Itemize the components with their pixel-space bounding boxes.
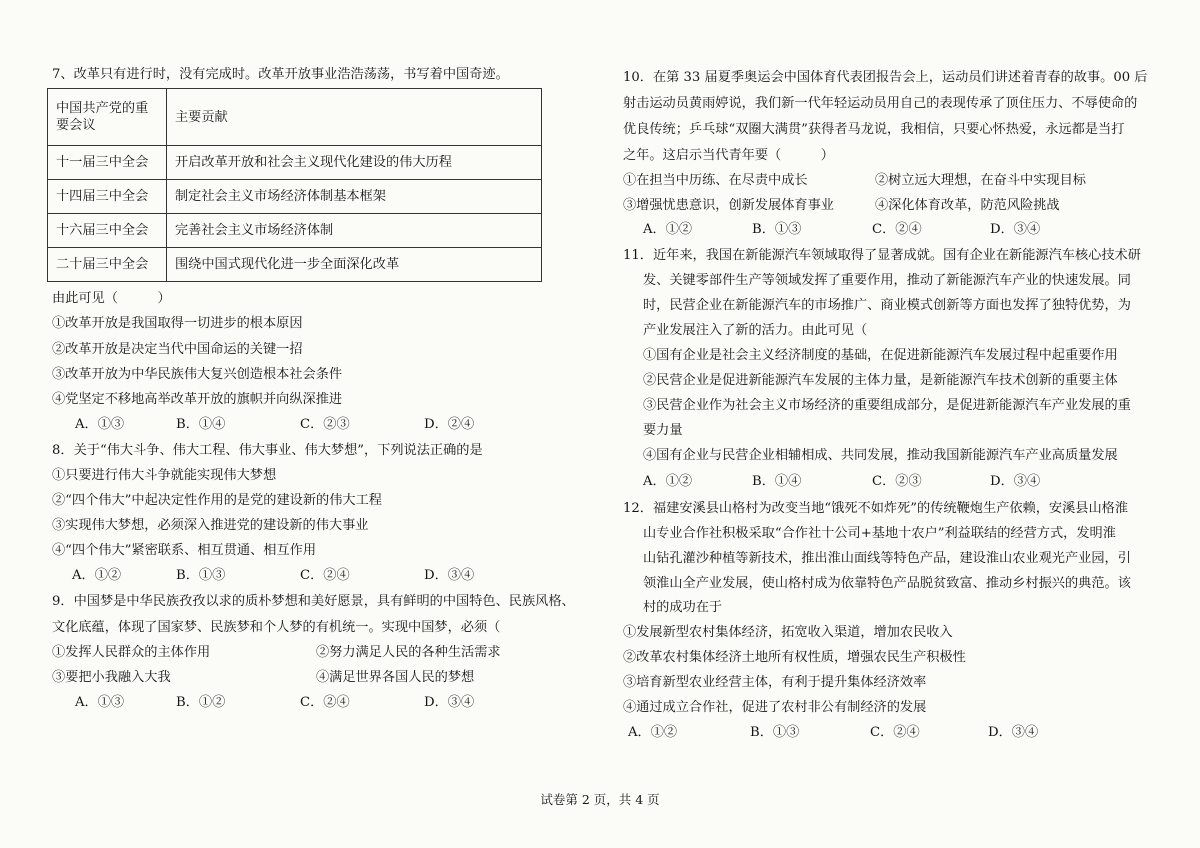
q9-stem-line: 9．中国梦是中华民族孜孜以求的质朴梦想和美好愿景，具有鲜明的中国特色、民族风格、 [52, 594, 575, 609]
q12-stem-line: 山钻孔灌沙种植等新技术，推出淮山面线等特色产品，建设淮山农业观光产业园，引 [643, 551, 1131, 566]
option-b[interactable]: B．①② [176, 695, 226, 710]
q9-item: ④满足世界各国人民的梦想 [316, 670, 475, 685]
option-c[interactable]: C．②③ [300, 417, 350, 432]
option-b[interactable]: B．①③ [750, 725, 800, 740]
table-row [48, 146, 542, 180]
q12-item: ③培育新型农业经营主体，有利于提升集体经济效率 [623, 675, 927, 690]
q12-stem-line: 山专业合作社积极采取“合作社十公司+基地十农户”利益联结的经营方式，发明淮 [643, 526, 1116, 541]
q12-stem-line: 村的成功在于 [643, 600, 723, 615]
option-d[interactable]: D．②④ [424, 417, 475, 432]
table-row [48, 180, 542, 214]
option-d[interactable]: D．③④ [990, 474, 1041, 489]
q11-stem-line: 发、关键零部件生产等领域发挥了重要作用，推动了新能源汽车产业的快速发展。同 [643, 273, 1131, 288]
q12-item: ②改革农村集体经济土地所有权性质，增强农民生产积极性 [623, 650, 966, 665]
q12-item: ④通过成立合作社，促进了农村非公有制经济的发展 [623, 700, 927, 715]
q10-item: ③增强忧患意识，创新发展体育事业 [623, 198, 834, 213]
q11-item: ④国有企业与民营企业相辅相成、共同发展，推动我国新能源汽车产业高质量发展 [643, 448, 1118, 463]
q11-stem-line: 时，民营企业在新能源汽车的市场推广、商业模式创新等方面也发挥了独特优势，为 [643, 298, 1131, 313]
q9-item: ②努力满足人民的各种生活需求 [316, 645, 501, 660]
table-row [48, 214, 542, 248]
table-header-cell: 主要贡献 [167, 89, 542, 146]
option-a[interactable]: A．①② [643, 474, 693, 489]
table-cell-meeting: 二十届三中全会 [48, 248, 167, 282]
q10-item: ④深化体育改革，防范风险挑战 [875, 198, 1060, 213]
q11-item: ②民营企业是促进新能源汽车发展的主体力量，是新能源汽车技术创新的重要主体 [643, 373, 1118, 388]
q7-meetings-table [47, 88, 542, 282]
table-cell-meeting: 十四届三中全会 [48, 180, 167, 214]
option-a[interactable]: A．①② [643, 222, 693, 237]
q8-item: ②“四个伟大”中起决定性作用的是党的建设新的伟大工程 [52, 493, 382, 508]
q10-stem-line: 之年。这启示当代青年要（ ） [623, 148, 834, 163]
q11-stem-line: 产业发展注入了新的活力。由此可见（ [643, 323, 868, 338]
table-cell-contribution: 开启改革开放和社会主义现代化建设的伟大历程 [167, 146, 542, 180]
q7-item: ②改革开放是决定当代中国命运的关键一招 [52, 342, 303, 357]
option-c[interactable]: C．②③ [872, 474, 922, 489]
option-a[interactable]: A．①② [628, 725, 678, 740]
table-cell-contribution: 制定社会主义市场经济体制基本框架 [167, 180, 542, 214]
option-d[interactable]: D．③④ [988, 725, 1039, 740]
option-a[interactable]: A．①③ [75, 417, 125, 432]
option-b[interactable]: B．①③ [176, 568, 226, 583]
q9-stem-line: 文化底蕴，体现了国家梦、民族梦和个人梦的有机统一。实现中国梦，必须（ [52, 620, 501, 635]
q10-item: ②树立远大理想，在奋斗中实现目标 [875, 173, 1086, 188]
option-d[interactable]: D．③④ [424, 695, 475, 710]
option-a[interactable]: A．①② [72, 568, 122, 583]
option-c[interactable]: C．②④ [870, 725, 920, 740]
option-d[interactable]: D．③④ [990, 222, 1041, 237]
option-c[interactable]: C．②④ [300, 568, 350, 583]
q11-stem-line: 11．近年来，我国在新能源汽车领域取得了显著成就。国有企业在新能源汽车核心技术研 [623, 248, 1141, 263]
option-b[interactable]: B．①③ [752, 222, 802, 237]
q9-item: ③要把小我融入大我 [52, 670, 171, 685]
option-c[interactable]: C．②④ [300, 695, 350, 710]
q11-item: 要力量 [643, 423, 683, 438]
q8-item: ④“四个伟大”紧密联系、相互贯通、相互作用 [52, 543, 317, 558]
table-header-row [48, 89, 542, 146]
table-row [48, 248, 542, 282]
table-header-cell: 中国共产党的重要会议 [48, 89, 167, 146]
q8-stem: 8．关于“伟大斗争、伟大工程、伟大事业、伟大梦想”，下列说法正确的是 [52, 443, 483, 458]
option-c[interactable]: C．②④ [872, 222, 922, 237]
q7-item: ④党坚定不移地高举改革开放的旗帜并向纵深推进 [52, 392, 343, 407]
table-cell-meeting: 十六届三中全会 [48, 214, 167, 248]
option-d[interactable]: D．③④ [424, 568, 475, 583]
option-b[interactable]: B．①④ [752, 474, 802, 489]
q11-item: ③民营企业作为社会主义市场经济的重要组成部分，是促进新能源汽车产业发展的重 [643, 398, 1131, 413]
table-cell-contribution: 完善社会主义市场经济体制 [167, 214, 542, 248]
q10-stem-line: 优良传统；乒乓球“双圈大满贯”获得者马龙说，我相信，只要心怀热爱，永远都是当打 [623, 122, 1125, 137]
table-cell-contribution: 围绕中国式现代化进一步全面深化改革 [167, 248, 542, 282]
q10-stem-line: 射击运动员黄雨婷说，我们新一代年轻运动员用自己的表现传承了顶住压力、不辱使命的 [623, 96, 1138, 111]
q7-item: ③改革开放为中华民族伟大复兴创造根本社会条件 [52, 367, 343, 382]
q12-stem-line: 领淮山全产业发展，使山格村成为依靠特色产品脱贫致富、推动乡村振兴的典范。该 [643, 576, 1131, 591]
page-footer: 试卷第 2 页，共 4 页 [540, 792, 660, 807]
table-cell-meeting: 十一届三中全会 [48, 146, 167, 180]
q7-item: ①改革开放是我国取得一切进步的根本原因 [52, 316, 303, 331]
q8-item: ③实现伟大梦想，必须深入推进党的建设新的伟大事业 [52, 518, 369, 533]
q12-stem-line: 12．福建安溪县山格村为改变当地“饿死不如炸死”的传统鞭炮生产依赖，安溪县山格淮 [623, 501, 1129, 516]
option-a[interactable]: A．①③ [75, 695, 125, 710]
q7-stem: 7、改革只有进行时，没有完成时。改革开放事业浩浩荡荡，书写着中国奇迹。 [52, 67, 509, 82]
q10-stem-line: 10．在第 33 届夏季奥运会中国体育代表团报告会上，运动员们讲述着青春的故事。00 后 [623, 70, 1148, 85]
q11-item: ①国有企业是社会主义经济制度的基础，在促进新能源汽车发展过程中起重要作用 [643, 348, 1118, 363]
option-b[interactable]: B．①④ [176, 417, 226, 432]
q8-item: ①只要进行伟大斗争就能实现伟大梦想 [52, 468, 277, 483]
q12-item: ①发展新型农村集体经济，拓宽收入渠道，增加农民收入 [623, 625, 953, 640]
q7-prompt: 由此可见（ ） [52, 291, 171, 306]
q10-item: ①在担当中历练、在尽责中成长 [623, 173, 808, 188]
q9-item: ①发挥人民群众的主体作用 [52, 645, 211, 660]
